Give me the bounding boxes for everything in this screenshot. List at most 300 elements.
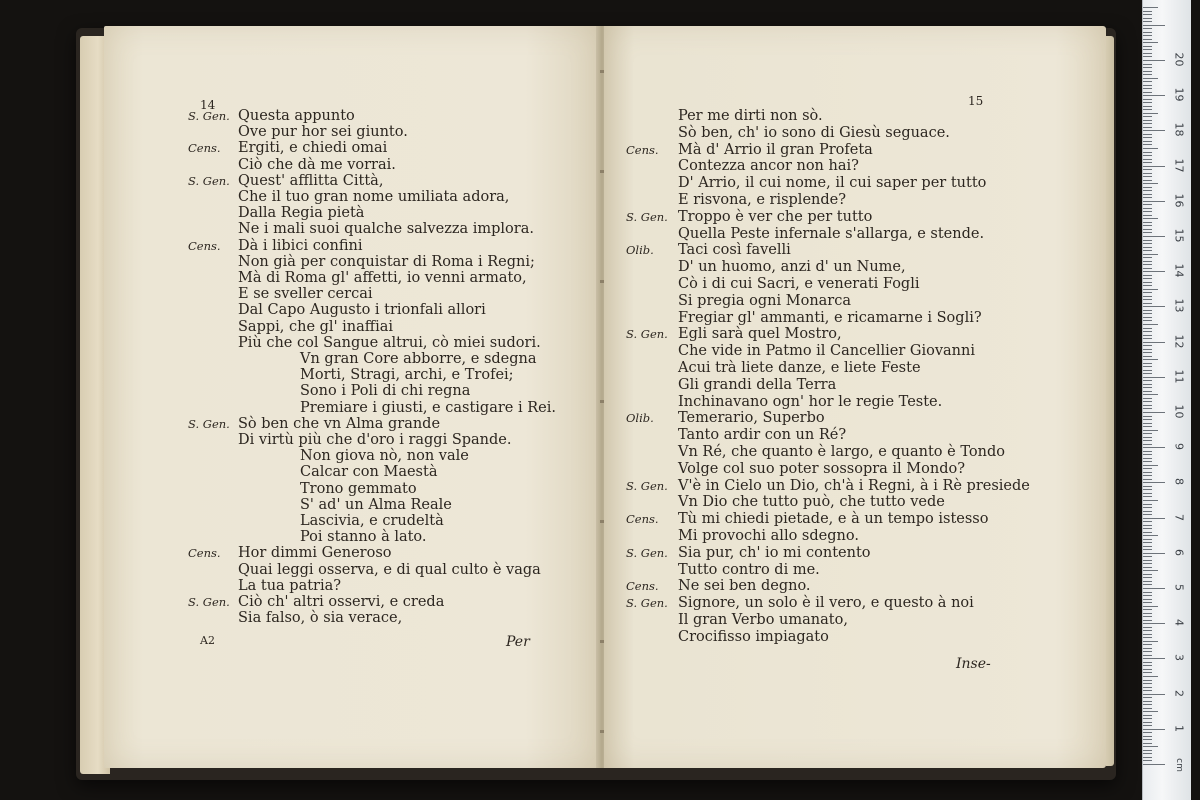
ruler-tick <box>1143 444 1152 445</box>
ruler-tick <box>1143 641 1158 642</box>
ruler-tick <box>1143 570 1158 571</box>
ruler-tick <box>1143 398 1152 399</box>
ruler-tick <box>1143 644 1152 645</box>
ruler-tick <box>1143 335 1152 336</box>
verse-line: Signore, un solo è il vero, e questo à noi <box>678 595 974 612</box>
ruler-tick <box>1143 349 1152 350</box>
ruler-tick <box>1143 268 1152 269</box>
ruler-tick <box>1143 718 1152 719</box>
ruler-tick <box>1143 729 1165 730</box>
ruler-tick <box>1143 81 1152 82</box>
ruler-tick <box>1143 257 1152 258</box>
verse-line: Ciò che dà me vorrai. <box>238 156 396 173</box>
ruler-unit: cm <box>1174 758 1184 772</box>
ruler-tick <box>1143 616 1152 617</box>
speaker-label: S. Gen. <box>188 595 230 609</box>
ruler-tick <box>1143 134 1152 135</box>
ruler-tick <box>1143 518 1165 519</box>
verse-line: Sò ben, ch' io sono di Giesù seguace. <box>678 124 950 141</box>
verse-line: Acui trà liete danze, e liete Feste <box>678 360 921 376</box>
ruler-number: 2 <box>1172 689 1186 697</box>
ruler-tick <box>1143 109 1152 110</box>
binding-stitch <box>600 730 604 733</box>
ruler-tick <box>1143 264 1152 265</box>
ruler-tick <box>1143 148 1158 149</box>
speaker-label: Cens. <box>188 546 221 561</box>
speaker-label: Cens. <box>626 142 659 157</box>
ruler-tick <box>1143 166 1165 167</box>
ruler-tick <box>1143 120 1152 121</box>
ruler-tick <box>1143 577 1152 578</box>
ruler-tick <box>1143 236 1165 237</box>
speaker-label: Cens. <box>626 579 659 594</box>
verse-line: V'è in Cielo un Dio, ch'à i Regni, à i Rè presiede <box>678 477 1030 494</box>
ruler-tick <box>1143 412 1165 413</box>
ruler-tick <box>1143 261 1152 262</box>
verse-line: Ne sei ben degno. <box>678 578 811 595</box>
ruler-tick <box>1143 606 1158 607</box>
ruler-tick <box>1143 67 1152 68</box>
ruler-tick <box>1143 113 1158 114</box>
ruler-tick <box>1143 380 1152 381</box>
verse-line: S' ad' un Alma Reale <box>300 496 452 513</box>
verse-line: Tù mi chiedi pietade, e à un tempo istesso <box>678 511 989 528</box>
ruler-tick <box>1143 419 1152 420</box>
ruler-tick <box>1143 247 1152 248</box>
ruler-tick <box>1143 299 1152 300</box>
speaker-label: S. Gen. <box>188 173 230 188</box>
ruler-tick <box>1143 753 1152 754</box>
verse-line: Quella Peste infernale s'allarga, e stende. <box>678 225 985 242</box>
ruler-tick <box>1143 426 1152 427</box>
ruler-tick <box>1143 405 1152 406</box>
verse-line: Di virtù più che d'oro i raggi Spande. <box>238 432 512 448</box>
ruler-number: 15 <box>1172 228 1186 243</box>
ruler-tick <box>1143 243 1152 244</box>
verse-line: Taci così favelli <box>678 242 791 259</box>
ruler-tick <box>1143 662 1152 663</box>
ruler-tick <box>1143 275 1152 276</box>
ruler-tick <box>1143 627 1152 628</box>
ruler-tick <box>1143 310 1152 311</box>
verse-line: Dalla Regia pietà <box>238 205 365 222</box>
ruler-tick <box>1143 697 1152 698</box>
verse-line: Sia pur, ch' io mi contento <box>678 544 871 561</box>
verse-line: Volge col suo poter sossopra il Mondo? <box>678 460 965 477</box>
verse-line: La tua patria? <box>238 577 342 594</box>
ruler-tick <box>1143 669 1152 670</box>
ruler-tick <box>1143 162 1152 163</box>
ruler-tick <box>1143 282 1152 283</box>
ruler-number: 8 <box>1172 478 1186 486</box>
ruler-tick <box>1143 102 1152 103</box>
ruler-tick <box>1143 18 1152 19</box>
ruler-number: 20 <box>1172 52 1186 67</box>
ruler-tick <box>1143 584 1152 585</box>
verse-line: Poi stanno à lato. <box>300 529 427 546</box>
ruler-tick <box>1143 208 1152 209</box>
ruler-tick <box>1143 496 1152 497</box>
ruler-tick <box>1143 356 1152 357</box>
verse-line: Morti, Stragi, archi, e Trofei; <box>300 367 514 384</box>
verse-line: Sia falso, ò sia verace, <box>238 610 403 627</box>
ruler-tick <box>1143 760 1152 761</box>
verse-line: Mi provochi allo sdegno. <box>678 528 859 544</box>
ruler-tick <box>1143 711 1158 712</box>
verse-line: Ne i mali suoi qualche salvezza implora. <box>238 221 534 238</box>
ruler-tick <box>1143 525 1152 526</box>
ruler-tick <box>1143 363 1152 364</box>
ruler-tick <box>1143 630 1152 631</box>
speaker-label: S. Gen. <box>188 416 230 431</box>
verse-line: Troppo è ver che per tutto <box>678 208 873 225</box>
ruler-tick <box>1143 180 1152 181</box>
verse-line: Mà di Roma gl' affetti, io venni armato, <box>238 270 527 286</box>
verse-line: Sono i Poli di chi regna <box>300 383 471 400</box>
ruler-tick <box>1143 549 1152 550</box>
ruler-tick <box>1143 433 1152 434</box>
ruler-tick <box>1143 613 1152 614</box>
speaker-label: S. Gen. <box>626 596 668 611</box>
ruler-tick <box>1143 32 1152 33</box>
ruler-tick <box>1143 715 1152 716</box>
catchword-left: Per <box>506 634 530 650</box>
verse-line: E risvona, e risplende? <box>678 192 847 208</box>
ruler-tick <box>1143 416 1152 417</box>
speaker-label: S. Gen. <box>626 209 668 224</box>
ruler-tick <box>1143 701 1152 702</box>
ruler-tick <box>1143 71 1152 72</box>
verse-line: Ciò ch' altri osservi, e creda <box>238 594 445 610</box>
speaker-label: Olib. <box>626 411 654 426</box>
ruler-tick <box>1143 324 1158 325</box>
ruler-tick <box>1143 92 1152 93</box>
ruler-number: 7 <box>1172 513 1186 521</box>
verse-line: Vn Dio che tutto può, che tutto vede <box>678 494 945 511</box>
ruler-tick <box>1143 271 1165 272</box>
measuring-ruler <box>1142 0 1191 800</box>
ruler-tick <box>1143 74 1152 75</box>
ruler-tick <box>1143 493 1152 494</box>
ruler-tick <box>1143 342 1165 343</box>
page-number-left: 14 <box>200 98 216 112</box>
ruler-tick <box>1143 278 1152 279</box>
verse-line: Trono gemmato <box>300 480 417 497</box>
ruler-tick <box>1143 560 1152 561</box>
ruler-tick <box>1143 725 1152 726</box>
speaker-label: Cens. <box>188 238 221 253</box>
verse-line: Che vide in Patmo il Cancellier Giovanni <box>678 343 975 360</box>
ruler-number: 14 <box>1172 263 1186 278</box>
ruler-tick <box>1143 609 1152 610</box>
ruler-tick <box>1143 152 1152 153</box>
ruler-tick <box>1143 42 1158 43</box>
verse-line: Hor dimmi Generoso <box>238 545 392 562</box>
page-number-right: 15 <box>968 94 984 108</box>
ruler-tick <box>1143 658 1165 659</box>
ruler-tick <box>1143 556 1152 557</box>
verse-line: Egli sarà quel Mostro, <box>678 326 842 343</box>
ruler-tick <box>1143 197 1152 198</box>
ruler-number: 12 <box>1172 334 1186 349</box>
verse-line: Non già per conquistar di Roma i Regni; <box>238 253 535 270</box>
ruler-tick <box>1143 366 1152 367</box>
verse-line: Per me dirti non sò. <box>678 108 823 124</box>
ruler-tick <box>1143 532 1152 533</box>
ruler-tick <box>1143 285 1152 286</box>
ruler-tick <box>1143 187 1152 188</box>
ruler-tick <box>1143 581 1152 582</box>
ruler-tick <box>1143 423 1152 424</box>
ruler-tick <box>1143 500 1158 501</box>
ruler-tick <box>1143 35 1152 36</box>
ruler-tick <box>1143 461 1152 462</box>
ruler-tick <box>1143 28 1152 29</box>
ruler-tick <box>1143 159 1152 160</box>
verse-line: Non giova nò, non vale <box>300 448 469 465</box>
ruler-tick <box>1143 620 1152 621</box>
ruler-tick <box>1143 655 1152 656</box>
speaker-label: S. Gen. <box>626 327 668 342</box>
ruler-tick <box>1143 736 1152 737</box>
ruler-tick <box>1143 746 1158 747</box>
ruler-tick <box>1143 430 1158 431</box>
verse-line: Calcar con Maestà <box>300 464 438 481</box>
ruler-tick <box>1143 574 1152 575</box>
ruler-tick <box>1143 479 1152 480</box>
ruler-tick <box>1143 451 1152 452</box>
ruler-number: 11 <box>1172 369 1186 384</box>
ruler-tick <box>1143 764 1165 765</box>
ruler-tick <box>1143 391 1152 392</box>
verse-line: Dà i libici confini <box>238 237 363 254</box>
ruler-number: 1 <box>1172 724 1186 732</box>
ruler-tick <box>1143 331 1152 332</box>
ruler-tick <box>1143 204 1152 205</box>
verse-line: Il gran Verbo umanato, <box>678 612 848 628</box>
ruler-tick <box>1143 377 1165 378</box>
ruler-tick <box>1143 211 1152 212</box>
verse-line: Più che col Sangue altrui, cò miei sudori. <box>238 334 541 351</box>
ruler-tick <box>1143 683 1152 684</box>
verse-line: Ergiti, e chiedi omai <box>238 140 388 157</box>
ruler-number: 6 <box>1172 548 1186 556</box>
verse-line: Che il tuo gran nome umiliata adora, <box>238 189 510 205</box>
ruler-tick <box>1143 53 1152 54</box>
ruler-tick <box>1143 317 1152 318</box>
ruler-tick <box>1143 472 1152 473</box>
ruler-tick <box>1143 292 1152 293</box>
ruler-number: 17 <box>1172 158 1186 173</box>
ruler-tick <box>1143 511 1152 512</box>
verse-line: Sappi, che gl' inaffiai <box>238 318 394 335</box>
binding-stitch <box>600 170 604 173</box>
ruler-tick <box>1143 183 1158 184</box>
verse-line: Temerario, Superbo <box>678 410 825 427</box>
ruler-tick <box>1143 144 1152 145</box>
right-page <box>604 26 1106 768</box>
ruler-tick <box>1143 757 1152 758</box>
ruler-tick <box>1143 95 1165 96</box>
verse-line: Dal Capo Augusto i trionfali allori <box>238 302 486 319</box>
ruler-tick <box>1143 599 1152 600</box>
ruler-tick <box>1143 194 1152 195</box>
ruler-tick <box>1143 553 1165 554</box>
ruler-tick <box>1143 250 1152 251</box>
ruler-number: 4 <box>1172 619 1186 627</box>
ruler-tick <box>1143 338 1152 339</box>
ruler-number: 3 <box>1172 654 1186 662</box>
ruler-tick <box>1143 489 1152 490</box>
ruler-tick <box>1143 225 1152 226</box>
binding-stitch <box>600 640 604 643</box>
ruler-number: 13 <box>1172 298 1186 313</box>
catchword-right: Inse- <box>956 656 991 672</box>
signature-mark: A2 <box>200 634 215 647</box>
ruler-tick <box>1143 127 1152 128</box>
ruler-tick <box>1143 14 1152 15</box>
ruler-tick <box>1143 49 1152 50</box>
ruler-tick <box>1143 173 1152 174</box>
ruler-tick <box>1143 141 1152 142</box>
ruler-tick <box>1143 408 1152 409</box>
ruler-tick <box>1143 750 1152 751</box>
left-page <box>104 26 600 768</box>
verse-line: Cò i di cui Sacri, e venerati Fogli <box>678 276 920 292</box>
ruler-number: 5 <box>1172 584 1186 591</box>
ruler-tick <box>1143 359 1158 360</box>
ruler-tick <box>1143 602 1152 603</box>
speaker-label: S. Gen. <box>188 109 230 123</box>
speaker-label: Cens. <box>188 141 221 156</box>
ruler-tick <box>1143 328 1152 329</box>
ruler-tick <box>1143 514 1152 515</box>
verse-line: Vn gran Core abborre, e sdegna <box>300 351 537 367</box>
ruler-tick <box>1143 743 1152 744</box>
ruler-tick <box>1143 535 1158 536</box>
ruler-tick <box>1143 637 1152 638</box>
ruler-tick <box>1143 215 1152 216</box>
ruler-tick <box>1143 623 1165 624</box>
ruler-tick <box>1143 690 1152 691</box>
ruler-tick <box>1143 46 1152 47</box>
binding-stitch <box>600 280 604 283</box>
binding-stitch <box>600 70 604 73</box>
ruler-tick <box>1143 387 1152 388</box>
ruler-tick <box>1143 465 1158 466</box>
ruler-tick <box>1143 116 1152 117</box>
ruler-tick <box>1143 7 1158 8</box>
verse-line: Sò ben che vn Alma grande <box>238 415 441 432</box>
ruler-tick <box>1143 401 1152 402</box>
ruler-number: 19 <box>1172 87 1186 102</box>
ruler-tick <box>1143 539 1152 540</box>
ruler-tick <box>1143 64 1152 65</box>
ruler-tick <box>1143 306 1165 307</box>
ruler-tick <box>1143 468 1152 469</box>
ruler-tick <box>1143 106 1152 107</box>
verse-line: Contezza ancor non hai? <box>678 158 859 175</box>
ruler-tick <box>1143 486 1152 487</box>
ruler-tick <box>1143 482 1165 483</box>
ruler-tick <box>1143 123 1152 124</box>
ruler-tick <box>1143 370 1152 371</box>
ruler-tick <box>1143 447 1165 448</box>
ruler-tick <box>1143 352 1152 353</box>
ruler-number: 9 <box>1172 443 1186 451</box>
ruler-tick <box>1143 303 1152 304</box>
verse-line: D' Arrio, il cui nome, il cui saper per tutto <box>678 175 987 192</box>
verse-line: Premiare i giusti, e castigare i Rei. <box>300 399 556 416</box>
ruler-tick <box>1143 169 1152 170</box>
ruler-tick <box>1143 722 1152 723</box>
verse-line: Mà d' Arrio il gran Profeta <box>678 141 873 158</box>
ruler-tick <box>1143 507 1152 508</box>
ruler-tick <box>1143 567 1152 568</box>
ruler-tick <box>1143 190 1152 191</box>
ruler-tick <box>1143 440 1152 441</box>
verse-line: Gli grandi della Terra <box>678 376 837 393</box>
ruler-tick <box>1143 475 1152 476</box>
ruler-tick <box>1143 155 1152 156</box>
ruler-tick <box>1143 21 1152 22</box>
ruler-tick <box>1143 665 1152 666</box>
ruler-tick <box>1143 313 1152 314</box>
ruler-tick <box>1143 680 1152 681</box>
binding-stitch <box>600 520 604 523</box>
verse-line: Questa appunto <box>238 108 355 124</box>
ruler-tick <box>1143 88 1152 89</box>
verse-line: D' un huomo, anzi d' un Nume, <box>678 259 906 276</box>
speaker-label: S. Gen. <box>626 478 668 493</box>
verse-line: Fregiar gl' ammanti, e ricamarne i Sogli? <box>678 309 982 326</box>
ruler-tick <box>1143 373 1152 374</box>
ruler-tick <box>1143 592 1152 593</box>
verse-line: E se sveller cercai <box>238 286 373 303</box>
ruler-tick <box>1143 437 1152 438</box>
ruler-tick <box>1143 454 1152 455</box>
ruler-tick <box>1143 130 1165 131</box>
ruler-tick <box>1143 99 1152 100</box>
ruler-tick <box>1143 595 1152 596</box>
verse-line: Lascivia, e crudeltà <box>300 513 444 529</box>
ruler-tick <box>1143 254 1158 255</box>
ruler-tick <box>1143 521 1152 522</box>
verse-line: Quai leggi osserva, e di qual culto è vaga <box>238 561 541 578</box>
ruler-tick <box>1143 25 1165 26</box>
ruler-tick <box>1143 85 1152 86</box>
ruler-tick <box>1143 648 1152 649</box>
ruler-tick <box>1143 563 1152 564</box>
ruler-tick <box>1143 651 1152 652</box>
ruler-number: 16 <box>1172 193 1186 208</box>
verse-line: Tutto contro di me. <box>678 561 820 578</box>
ruler-number: 10 <box>1172 404 1186 419</box>
ruler-tick <box>1143 229 1152 230</box>
verse-line: Tanto ardir con un Ré? <box>678 427 847 444</box>
speaker-label: S. Gen. <box>626 545 668 560</box>
ruler-tick <box>1143 546 1152 547</box>
ruler-tick <box>1143 201 1165 202</box>
ruler-tick <box>1143 232 1152 233</box>
speaker-label: Cens. <box>626 512 659 527</box>
binding-stitch <box>600 400 604 403</box>
ruler-tick <box>1143 739 1152 740</box>
ruler-tick <box>1143 672 1152 673</box>
verse-line: Vn Ré, che quanto è largo, e quanto è Tondo <box>678 444 1005 460</box>
ruler-tick <box>1143 542 1152 543</box>
verse-line: Crocifisso impiagato <box>678 628 829 645</box>
